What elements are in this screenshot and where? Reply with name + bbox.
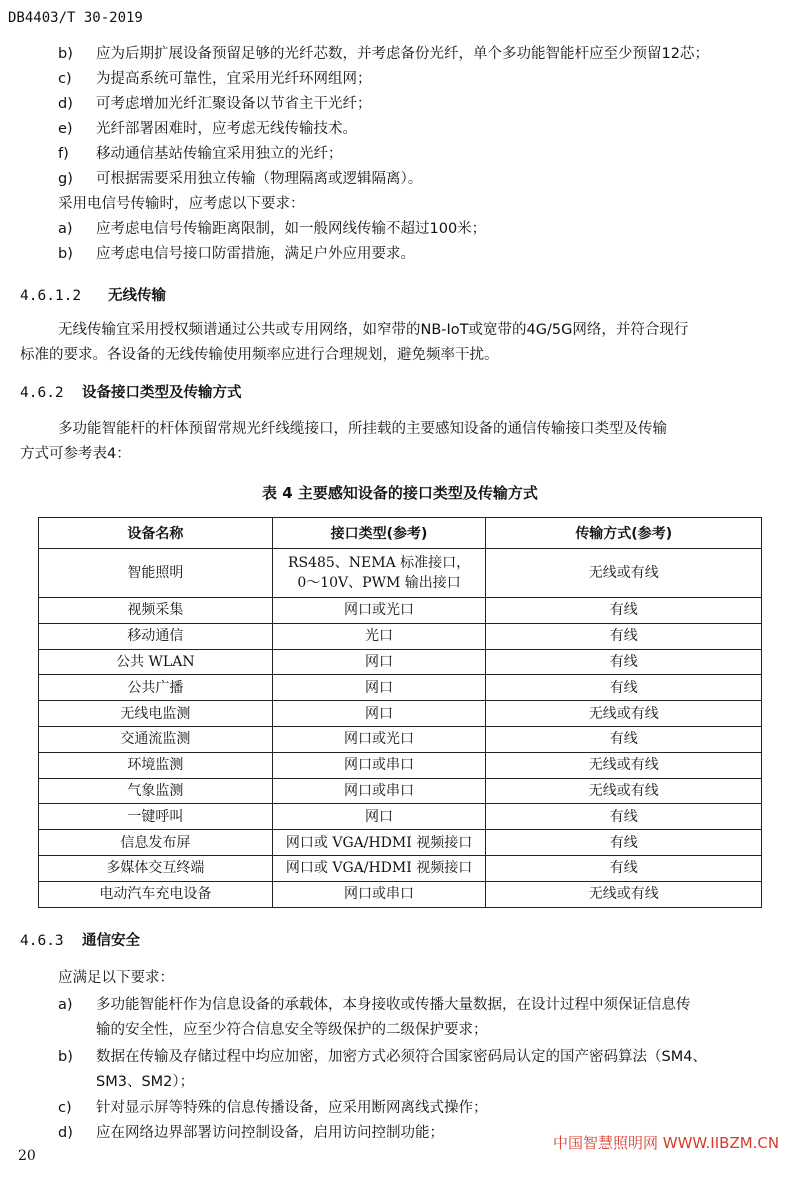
list-label: a) xyxy=(58,221,73,237)
interface-cell xyxy=(272,549,486,598)
table-row xyxy=(39,649,762,675)
table-row xyxy=(39,726,762,752)
device-name-cell: 视频采集 xyxy=(39,598,273,624)
list-text: 为提高系统可靠性，宜采用光纤环网组网； xyxy=(96,71,372,87)
list-item xyxy=(58,167,422,188)
table-row xyxy=(39,881,762,907)
transmission-cell: 有线 xyxy=(486,623,762,649)
table-row xyxy=(39,675,762,701)
list-text: 应考虑电信号接口防雷措施，满足户外应用要求。 xyxy=(96,246,415,262)
section-heading xyxy=(20,284,166,305)
list-item xyxy=(58,1096,488,1117)
table-row xyxy=(39,623,762,649)
transmission-cell: 有线 xyxy=(486,855,762,881)
table-row xyxy=(39,830,762,856)
list-label: c) xyxy=(58,1100,72,1116)
interface-line: 0～10V、PWM 输出接口 xyxy=(297,575,461,591)
interface-cell: 网口或串口 xyxy=(272,881,486,907)
interface-cell: 网口或串口 xyxy=(272,752,486,778)
list-label: b) xyxy=(58,1049,73,1065)
paragraph-line: 方式可参考表4： xyxy=(20,446,131,462)
table-row xyxy=(39,752,762,778)
section-title: 设备接口类型及传输方式 xyxy=(82,385,242,401)
interface-cell: 网口 xyxy=(272,675,486,701)
list-text-continued: 输的安全性，应至少符合信息安全等级保护的二级保护要求； xyxy=(96,1022,488,1038)
list-item xyxy=(58,92,372,113)
list-label: f) xyxy=(58,146,69,162)
list-text: 针对显示屏等特殊的信息传播设备，应采用断网离线式操作； xyxy=(96,1100,488,1116)
list-label: b) xyxy=(58,246,73,262)
table-header-row xyxy=(39,518,762,549)
watermark: 中国智慧照明网 WWW.IIBZM.CN xyxy=(553,1134,780,1152)
device-name-cell: 移动通信 xyxy=(39,623,273,649)
list-label: b) xyxy=(58,46,73,62)
device-name-cell: 气象监测 xyxy=(39,778,273,804)
device-name-cell: 公共广播 xyxy=(39,675,273,701)
table-row xyxy=(39,778,762,804)
list-item xyxy=(58,1121,444,1142)
transmission-cell: 有线 xyxy=(486,675,762,701)
list-text: 数据在传输及存储过程中均应加密，加密方式必须符合国家密码局认定的国产密码算法（SM4、 xyxy=(96,1049,707,1065)
interface-table xyxy=(38,517,762,908)
transmission-cell: 有线 xyxy=(486,598,762,624)
interface-cell: 网口或 VGA/HDMI 视频接口 xyxy=(272,830,486,856)
document-id: DB4403/T 30-2019 xyxy=(8,10,143,26)
list-label: d) xyxy=(58,1125,73,1141)
section-number: 4.6.1.2 xyxy=(20,288,82,304)
list-item xyxy=(58,67,372,88)
list-text: 应在网络边界部署访问控制设备，启用访问控制功能； xyxy=(96,1125,444,1141)
list-text: 应为后期扩展设备预留足够的光纤芯数，并考虑备份光纤，单个多功能智能杆应至少预留12芯； xyxy=(96,46,709,62)
interface-cell: 网口或 VGA/HDMI 视频接口 xyxy=(272,855,486,881)
transmission-cell: 有线 xyxy=(486,804,762,830)
list-item xyxy=(58,242,415,263)
list-text: 光纤部署困难时，应考虑无线传输技术。 xyxy=(96,121,357,137)
table-row xyxy=(39,804,762,830)
transmission-cell: 无线或有线 xyxy=(486,701,762,727)
interface-cell: 网口或串口 xyxy=(272,778,486,804)
interface-cell: 网口或光口 xyxy=(272,598,486,624)
list-item xyxy=(58,142,343,163)
list-label: d) xyxy=(58,96,73,112)
list-item xyxy=(58,1045,707,1066)
page-number: 20 xyxy=(18,1148,36,1164)
table-caption: 表 4 主要感知设备的接口类型及传输方式 xyxy=(262,484,538,502)
list-text-continued: SM3、SM2）； xyxy=(96,1074,195,1090)
paragraph-line: 标准的要求。各设备的无线传输使用频率应进行合理规划，避免频率干扰。 xyxy=(20,347,499,363)
table-row xyxy=(39,855,762,881)
list-label: c) xyxy=(58,71,72,87)
section-number: 4.6.2 xyxy=(20,385,64,401)
device-name-cell: 环境监测 xyxy=(39,752,273,778)
device-name-cell: 信息发布屏 xyxy=(39,830,273,856)
device-name-cell: 智能照明 xyxy=(39,549,273,598)
interface-cell: 网口 xyxy=(272,804,486,830)
section-title: 通信安全 xyxy=(82,933,140,949)
list-text: 应考虑电信号传输距离限制，如一般网线传输不超过100米； xyxy=(96,221,487,237)
section-title: 无线传输 xyxy=(108,288,166,304)
section-heading xyxy=(20,381,242,402)
list-text: 可根据需要采用独立传输（物理隔离或逻辑隔离）。 xyxy=(96,171,423,187)
table-row xyxy=(39,598,762,624)
list-item xyxy=(58,117,357,138)
device-name-cell: 一键呼叫 xyxy=(39,804,273,830)
device-name-cell: 无线电监测 xyxy=(39,701,273,727)
device-name-cell: 交通流监测 xyxy=(39,726,273,752)
list-item xyxy=(58,217,486,238)
transmission-cell: 有线 xyxy=(486,726,762,752)
section-number: 4.6.3 xyxy=(20,933,64,949)
interface-cell: 网口 xyxy=(272,649,486,675)
device-name-cell: 多媒体交互终端 xyxy=(39,855,273,881)
interface-cell: 网口或光口 xyxy=(272,726,486,752)
paragraph-line: 无线传输宜采用授权频谱通过公共或专用网络，如窄带的NB-IoT或宽带的4G/5G网络，并符合现行 xyxy=(58,322,689,338)
column-header: 传输方式(参考) xyxy=(486,518,762,549)
list-label: g) xyxy=(58,171,73,187)
table-row xyxy=(39,549,762,598)
table-row xyxy=(39,701,762,727)
interface-cell: 网口 xyxy=(272,701,486,727)
transmission-cell: 无线或有线 xyxy=(486,778,762,804)
electric-intro: 采用电信号传输时，应考虑以下要求： xyxy=(58,196,305,212)
list-item xyxy=(58,42,709,63)
transmission-cell: 无线或有线 xyxy=(486,549,762,598)
transmission-cell: 有线 xyxy=(486,830,762,856)
interface-line: RS485、NEMA 标准接口， xyxy=(287,555,471,571)
list-label: a) xyxy=(58,997,73,1013)
section-heading xyxy=(20,929,140,950)
transmission-cell: 无线或有线 xyxy=(486,881,762,907)
device-name-cell: 公共 WLAN xyxy=(39,649,273,675)
device-name-cell: 电动汽车充电设备 xyxy=(39,881,273,907)
paragraph-line: 多功能智能杆的杆体预留常规光纤线缆接口，所挂载的主要感知设备的通信传输接口类型及传输 xyxy=(58,421,667,437)
column-header: 设备名称 xyxy=(39,518,273,549)
list-label: e) xyxy=(58,121,73,137)
list-text: 多功能智能杆作为信息设备的承载体，本身接收或传播大量数据，在设计过程中须保证信息传 xyxy=(96,997,691,1013)
paragraph-line: 应满足以下要求： xyxy=(58,970,174,986)
transmission-cell: 有线 xyxy=(486,649,762,675)
list-text: 可考虑增加光纤汇聚设备以节省主干光纤； xyxy=(96,96,372,112)
list-item xyxy=(58,993,691,1014)
transmission-cell: 无线或有线 xyxy=(486,752,762,778)
column-header: 接口类型(参考) xyxy=(272,518,486,549)
interface-cell: 光口 xyxy=(272,623,486,649)
list-text: 移动通信基站传输宜采用独立的光纤； xyxy=(96,146,343,162)
